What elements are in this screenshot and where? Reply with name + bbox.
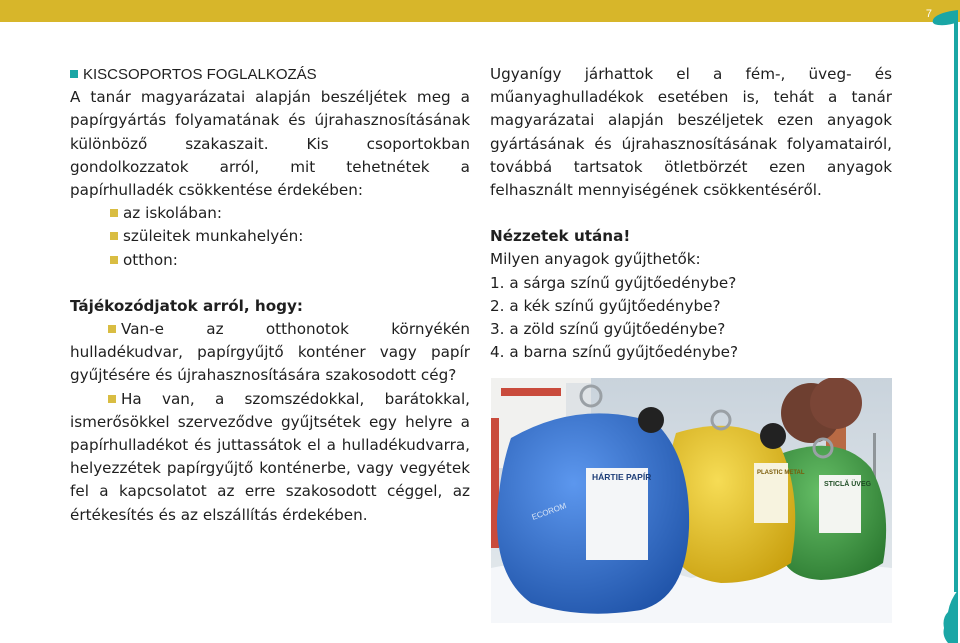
- place-item: szüleitek munkahelyén:: [110, 225, 470, 248]
- bin-question-4: 4. a barna színű gyűjtőedénybe?: [490, 343, 739, 362]
- bin-question-1: 1. a sárga színű gyűjtőedénybe?: [490, 273, 737, 292]
- materials-question: Milyen anyagok gyűjthetők:: [490, 250, 701, 269]
- yellow-square-icon: [108, 325, 116, 333]
- yellow-square-icon: [108, 395, 116, 403]
- left-column: [70, 63, 470, 527]
- teal-square-icon: [70, 70, 78, 78]
- right-column: [490, 63, 892, 364]
- yellow-square-icon: [110, 232, 118, 240]
- activity-heading: KISCSOPORTOS FOGLALKOZÁS: [70, 63, 470, 86]
- place-item: otthon:: [110, 249, 470, 272]
- bin-question-3: 3. a zöld színű gyűjtőedénybe?: [490, 320, 726, 339]
- top-color-bar: [0, 0, 960, 22]
- hand-tab-icon: [925, 0, 960, 643]
- inquiry-question-1: Van-e az otthonotok környékén hulladékudvar, papírgyűjtő konténer vagy papír gyűjtésére és újrahasznosítására szakosodott cég?: [70, 320, 470, 385]
- inquiry-subheading: Tájékozódjatok arról, hogy:: [70, 296, 303, 315]
- inquiry-question-2: Ha van, a szomszédokkal, barátokkal, ismerősökkel szerveződve gyűjtsétek egy helyre a papírhulladékot és juttassátok el a hulladékudvarra, helyezzétek papírgyűjtő konténerbe, vagy vegyétek fel a kapcsolatot az erre szakosodott céggel, az értékesítés és az elszállítás érdekében.: [70, 389, 470, 524]
- green-bin-label: STICLĂ ÜVEG: [824, 481, 872, 488]
- recycling-bins-illustration: [491, 378, 892, 623]
- right-paragraph: Ugyanígy járhattok el a fém-, üveg- és műanyaghulladékok esetében is, tehát a tanár magyarázatai alapján beszéljetek ezen anyagok gyártásának és újrahasznosításának folyamatairól, továbbá tartsatok ötletbörzét ezen anyagok felhasznált mennyiségének csökkentéséről.: [490, 65, 892, 200]
- yellow-square-icon: [110, 209, 118, 217]
- bin-brand-label: ECOROM: [530, 501, 568, 522]
- recycling-bins-photo: [491, 378, 892, 623]
- blue-bin-label: HÁRTIE PAPÍR: [592, 472, 652, 482]
- place-item: az iskolában:: [110, 202, 470, 225]
- page-number: 7: [925, 8, 932, 20]
- yellow-square-icon: [110, 256, 118, 264]
- look-it-up-heading: Nézzetek utána!: [490, 227, 631, 246]
- bin-question-2: 2. a kék színű gyűjtőedénybe?: [490, 296, 721, 315]
- yellow-bin-label: PLASTIC METAL: [757, 470, 805, 476]
- intro-paragraph: A tanár magyarázatai alapján beszéljétek meg a papírgyártás folyamatának és újrahasznosításának különböző szakaszait. Kis csoportokban gondolkozzatok arról, mit tehetnétek a papírhulladék csökkentése érdekében:: [70, 88, 470, 200]
